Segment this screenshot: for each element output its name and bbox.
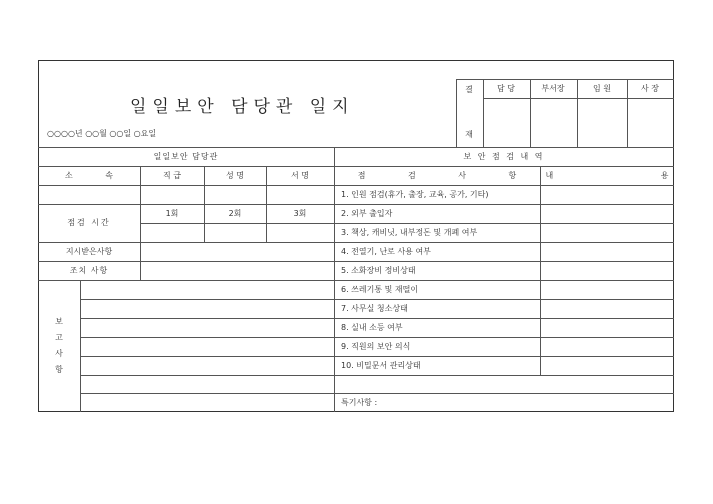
check-item: 4. 전열기, 난로 사용 여부 [341, 247, 431, 256]
approval-divider [577, 79, 578, 147]
table-line [140, 223, 674, 224]
approval-border-left [456, 79, 457, 147]
table-col-divider [266, 166, 267, 242]
table-line [80, 299, 674, 300]
date-line: ○○○○년 ○○월 ○○일 ○요일 [47, 129, 157, 138]
table-col-divider [140, 166, 141, 280]
check-item: 1. 인원 점검(휴가, 출장, 교육, 공가, 기타) [341, 190, 489, 199]
section-right-header: 보 안 점 검 내 역 [463, 152, 545, 161]
table-line [80, 356, 674, 357]
table-line [80, 337, 674, 338]
remarks-label: 특기사항 : [341, 398, 378, 407]
table-line [38, 242, 674, 243]
header-signature: 서 명 [291, 171, 309, 180]
approval-border-top [456, 79, 674, 80]
approval-role-president: 사 장 [641, 84, 659, 93]
approval-label-bottom: 재 [465, 130, 473, 139]
check-item: 7. 사무실 청소상태 [341, 304, 408, 313]
check-item: 10. 비밀문서 관리상태 [341, 361, 421, 370]
check-item: 8. 실내 소등 여부 [341, 323, 403, 332]
table-line [80, 375, 674, 376]
table-line [38, 185, 674, 186]
check-item: 3. 책상, 캐비닛, 내부정돈 및 개폐 여부 [341, 228, 478, 237]
approval-role-executive: 임 원 [593, 84, 611, 93]
header-affiliation: 소 속 [65, 171, 113, 180]
table-line [80, 318, 674, 319]
approval-divider [530, 79, 531, 147]
table-line [80, 393, 674, 394]
table-line [38, 261, 674, 262]
check-item: 2. 외부 출입자 [341, 209, 393, 218]
table-center-divider [334, 147, 335, 412]
header-content: 내 용 [545, 171, 669, 180]
header-name: 성 명 [226, 171, 244, 180]
instructions-label: 지시받은사항 [65, 247, 113, 256]
table-line [38, 147, 674, 148]
approval-label-top: 결 [465, 85, 473, 94]
table-col-divider [204, 166, 205, 242]
inspection-time-label: 점검 시간 [67, 218, 111, 227]
table-line [38, 166, 674, 167]
table-col-divider [540, 166, 541, 375]
round-2: 2회 [228, 209, 242, 218]
table-line [38, 204, 674, 205]
approval-divider [627, 79, 628, 147]
section-left-header: 일일보안 담당관 [153, 152, 219, 161]
table-line [38, 280, 674, 281]
approval-header-line [483, 98, 674, 99]
report-label: 보고사항 [55, 317, 63, 374]
round-1: 1회 [165, 209, 179, 218]
round-3: 3회 [293, 209, 307, 218]
table-col-divider [80, 280, 81, 412]
check-item: 9. 직원의 보안 의식 [341, 342, 411, 351]
approval-role-dept-head: 부서장 [541, 84, 565, 93]
approval-divider [483, 79, 484, 147]
check-item: 6. 쓰레기통 및 재떨이 [341, 285, 419, 294]
page-title: 일일보안 담당관 일지 [130, 97, 355, 117]
header-check-item: 점 검 사 항 [357, 171, 517, 180]
approval-role-manager: 담 당 [497, 84, 515, 93]
check-item: 5. 소화장비 정비상태 [341, 266, 416, 275]
header-rank: 직 급 [163, 171, 181, 180]
actions-label: 조치 사항 [69, 266, 109, 275]
